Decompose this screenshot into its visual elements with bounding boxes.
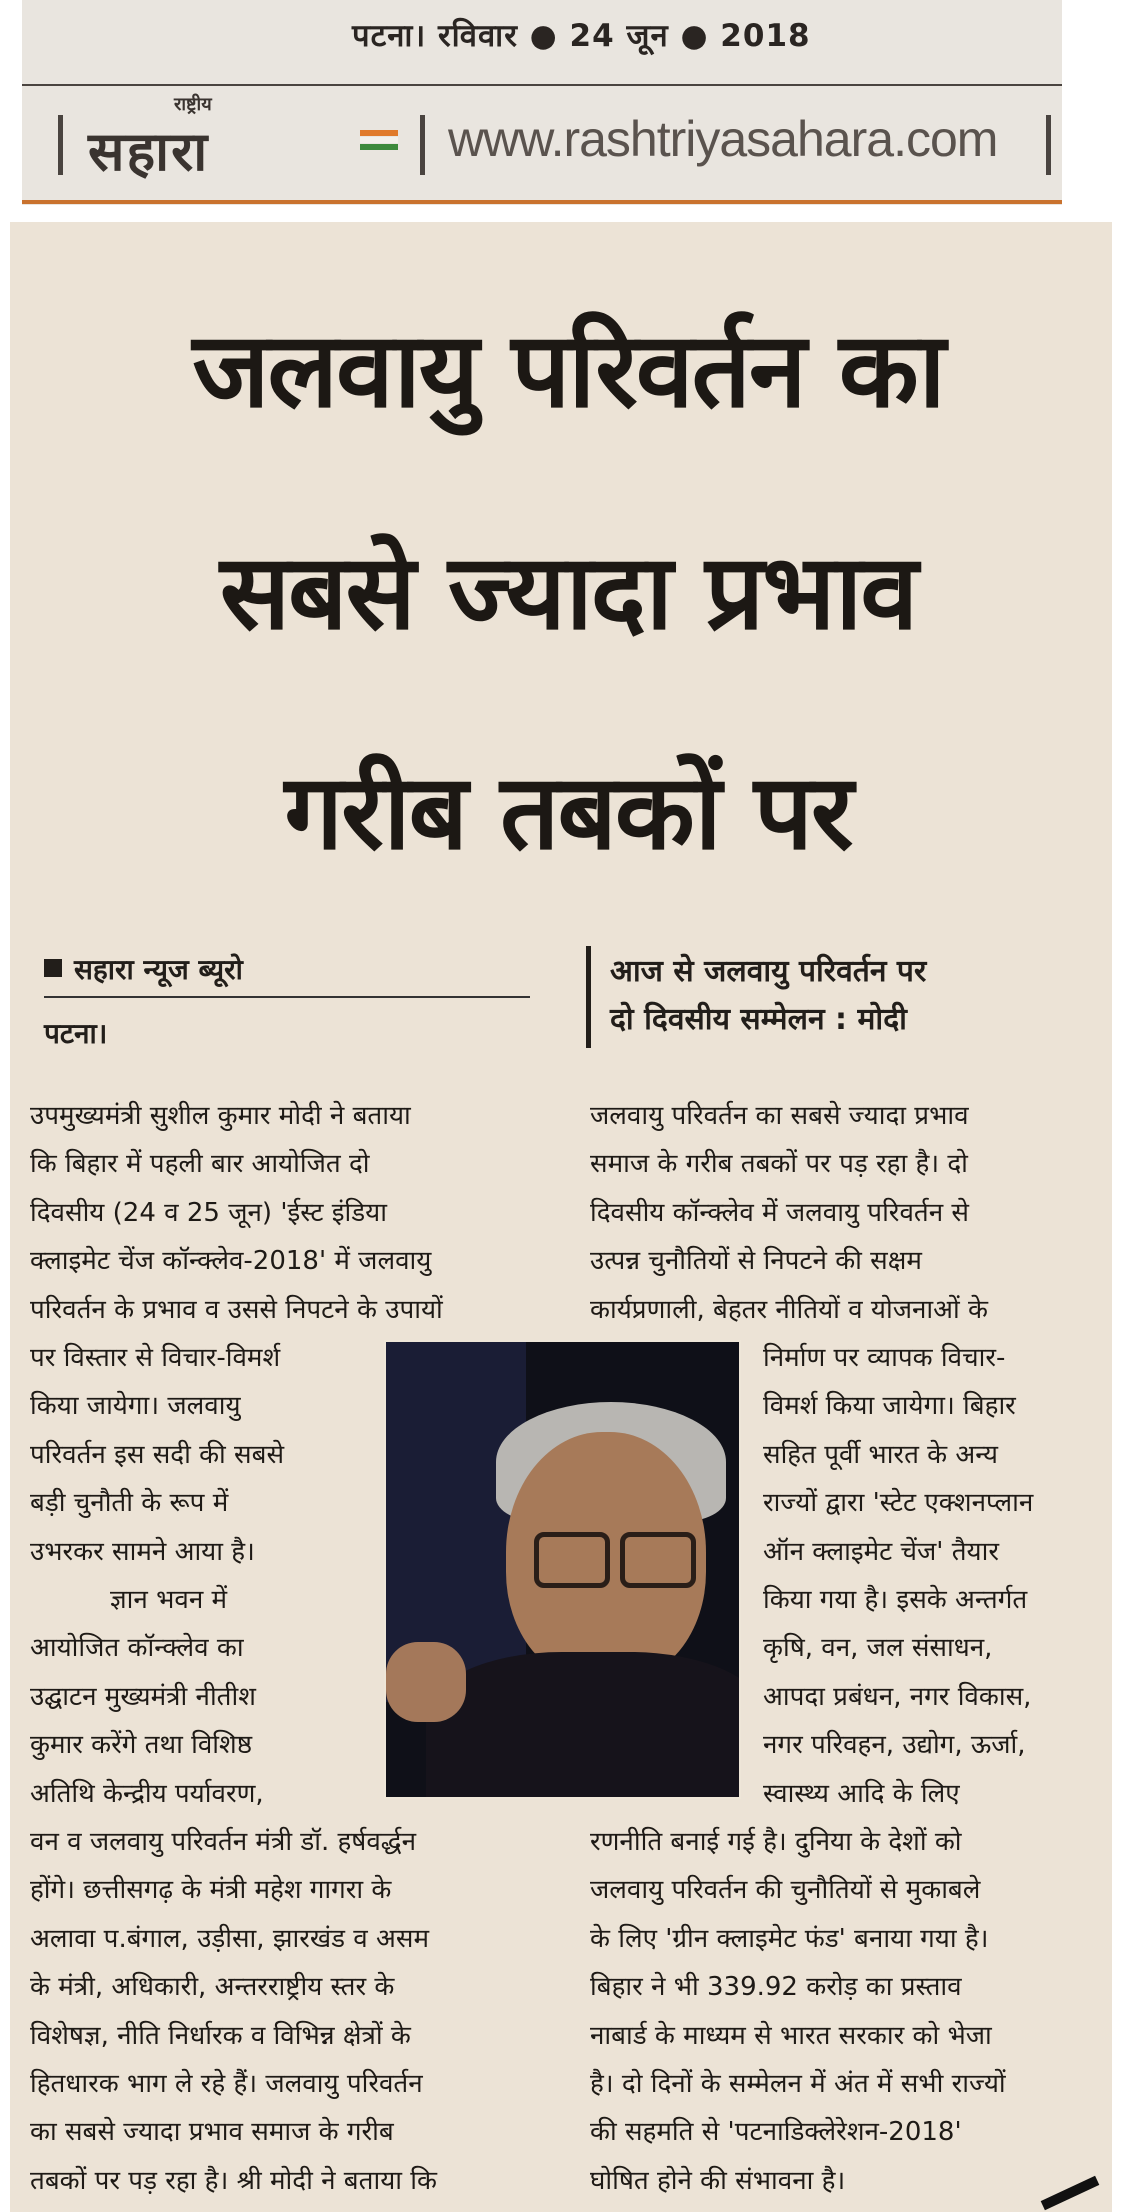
body-line: अलावा प.बंगाल, उड़ीसा, झारखंड व असम — [30, 1923, 429, 1954]
headline-line-2: सबसे ज्यादा प्रभाव — [219, 531, 917, 653]
body-column-right-mid — [763, 1334, 1100, 1818]
news-photo — [384, 1340, 741, 1799]
body-line: समाज के गरीब तबकों पर पड़ रहा है। दो — [590, 1149, 968, 1180]
body-line: के लिए 'ग्रीन क्लाइमेट फंड' बनाया गया है। — [590, 1923, 989, 1954]
body-column-right-bottom — [590, 1818, 1100, 2205]
masthead-rule — [22, 84, 1062, 86]
body-line: है। दो दिनों के सम्मेलन में अंत में सभी राज्यों — [590, 2068, 1006, 2099]
body-column-left-bottom — [30, 1818, 545, 2205]
body-line: उद्घाटन मुख्यमंत्री नीतीश — [30, 1681, 256, 1712]
body-line: अतिथि केन्द्रीय पर्यावरण, — [30, 1778, 264, 1809]
body-line: घोषित होने की संभावना है। — [590, 2165, 846, 2196]
body-line: जलवायु परिवर्तन की चुनौतियों से मुकाबले — [590, 1875, 981, 1906]
website-url: www.rashtriyasahara.com — [448, 111, 998, 167]
body-line: पर विस्तार से विचार-विमर्श — [30, 1343, 281, 1373]
body-line: विमर्श किया जायेगा। बिहार — [763, 1391, 1016, 1422]
body-line: विशेषज्ञ, नीति निर्धारक व विभिन्न क्षेत्रों के — [30, 2020, 411, 2051]
body-line: कृषि, वन, जल संसाधन, — [763, 1633, 993, 1664]
body-line: बिहार ने भी 339.92 करोड़ का प्रस्ताव — [590, 1972, 962, 2003]
body-column-right-top — [590, 1092, 1100, 1334]
body-line: उभरकर सामने आया है। — [30, 1536, 255, 1567]
body-line: ऑन क्लाइमेट चेंज' तैयार — [763, 1536, 999, 1567]
byline-rule — [44, 996, 530, 998]
newspaper-logo: सहारा — [88, 119, 210, 183]
body-line: बड़ी चुनौती के रूप में — [30, 1488, 229, 1519]
body-line: की सहमति से 'पटनाडिक्लेरेशन-2018' — [590, 2117, 962, 2148]
body-line: किया गया है। इसके अन्तर्गत — [763, 1584, 1028, 1615]
body-line: निर्माण पर व्यापक विचार- — [763, 1343, 1006, 1373]
body-column-left-mid — [30, 1334, 360, 1818]
masthead-separator — [58, 115, 63, 175]
body-line: स्वास्थ्य आदि के लिए — [763, 1778, 960, 1809]
body-line: परिवर्तन इस सदी की सबसे — [30, 1439, 285, 1470]
body-line: दिवसीय कॉन्क्लेव में जलवायु परिवर्तन से — [590, 1197, 969, 1228]
body-line: नाबार्ड के माध्यम से भारत सरकार को भेजा — [590, 2020, 992, 2051]
body-line: हितधारक भाग ले रहे हैं। जलवायु परिवर्तन — [30, 2068, 423, 2099]
body-line: का सबसे ज्यादा प्रभाव समाज के गरीब — [30, 2117, 394, 2148]
dateline-place: पटना। — [44, 1017, 108, 1050]
body-line: दिवसीय (24 व 25 जून) 'ईस्ट इंडिया — [30, 1197, 387, 1228]
body-line: कार्यप्रणाली, बेहतर नीतियों व योजनाओं के — [590, 1294, 988, 1325]
body-line: होंगे। छत्तीसगढ़ के मंत्री महेश गागरा के — [30, 1875, 392, 1906]
headline-line-3: गरीब तबकों पर — [284, 751, 852, 873]
subhead-line: आज से जलवायु परिवर्तन पर — [610, 954, 927, 989]
masthead-underline — [22, 200, 1062, 204]
square-bullet-icon — [44, 959, 62, 977]
body-line: कि बिहार में पहली बार आयोजित दो — [30, 1149, 370, 1180]
logo-small-text: राष्ट्रीय — [174, 94, 212, 115]
body-line: राज्यों द्वारा 'स्टेट एक्शनप्लान — [763, 1488, 1034, 1519]
flag-stripes-icon — [360, 130, 398, 150]
subhead-bar — [586, 946, 591, 1048]
headline-line-1: जलवायु परिवर्तन का — [192, 309, 944, 431]
body-line: सहित पूर्वी भारत के अन्य — [763, 1439, 999, 1470]
dateline: पटना। रविवार ● 24 जून ● 2018 — [352, 18, 811, 54]
body-line: के मंत्री, अधिकारी, अन्तरराष्ट्रीय स्तर के — [30, 1972, 395, 2003]
body-line: जलवायु परिवर्तन का सबसे ज्यादा प्रभाव — [590, 1101, 969, 1131]
body-line: आपदा प्रबंधन, नगर विकास, — [763, 1681, 1032, 1712]
body-line: नगर परिवहन, उद्योग, ऊर्जा, — [763, 1730, 1026, 1761]
body-line: वन व जलवायु परिवर्तन मंत्री डॉ. हर्षवर्द्धन — [30, 1827, 416, 1857]
masthead-separator — [420, 115, 425, 175]
masthead-separator — [1046, 115, 1051, 175]
body-line: क्लाइमेट चेंज कॉन्क्लेव-2018' में जलवायु — [30, 1246, 432, 1277]
body-line: आयोजित कॉन्क्लेव का — [30, 1633, 244, 1664]
body-line: तबकों पर पड़ रहा है। श्री मोदी ने बताया कि — [30, 2165, 437, 2196]
byline-text: सहारा न्यूज ब्यूरो — [74, 953, 243, 986]
body-line: कुमार करेंगे तथा विशिष्ठ — [30, 1730, 253, 1761]
body-line: रणनीति बनाई गई है। दुनिया के देशों को — [590, 1827, 962, 1857]
body-line: ज्ञान भवन में — [110, 1584, 228, 1615]
body-line: उपमुख्यमंत्री सुशील कुमार मोदी ने बताया — [30, 1101, 411, 1131]
body-line: परिवर्तन के प्रभाव व उससे निपटने के उपायों — [30, 1294, 443, 1325]
body-line: उत्पन्न चुनौतियों से निपटने की सक्षम — [590, 1246, 922, 1277]
body-line: किया जायेगा। जलवायु — [30, 1391, 241, 1422]
subhead — [610, 948, 926, 1044]
body-column-left-top — [30, 1092, 545, 1334]
byline — [44, 950, 243, 988]
subhead-line: दो दिवसीय सम्मेलन : मोदी — [610, 1002, 907, 1037]
